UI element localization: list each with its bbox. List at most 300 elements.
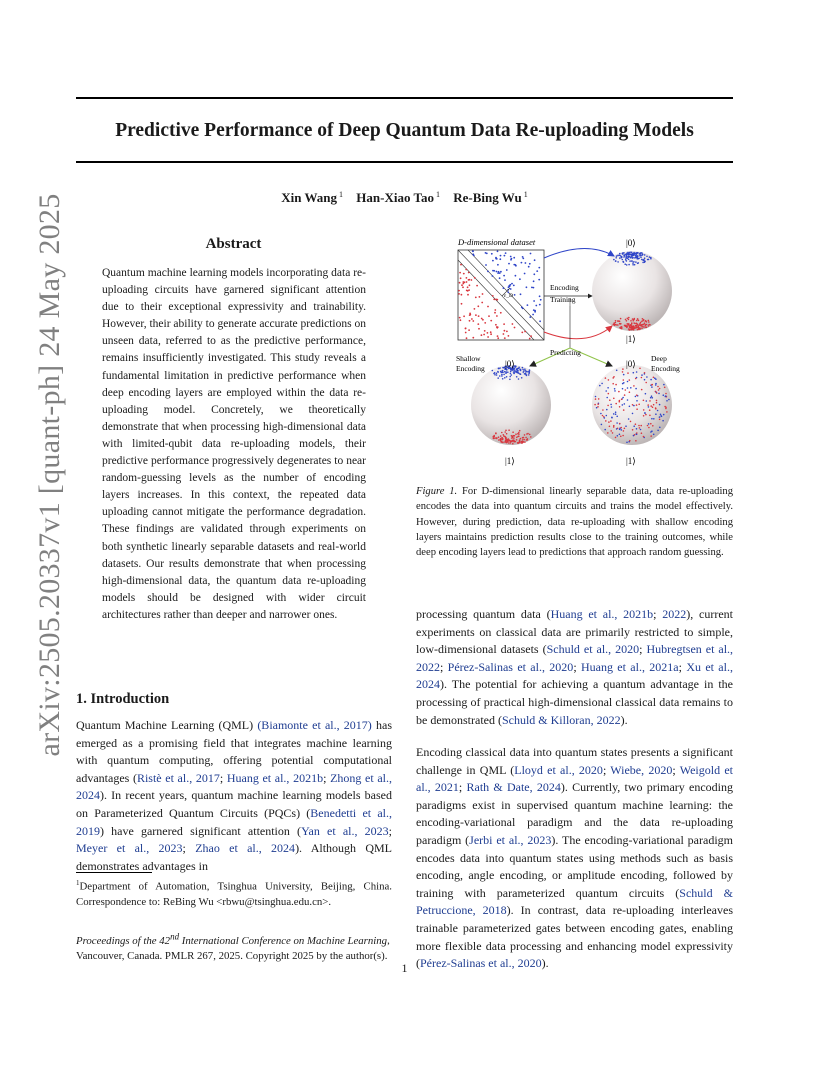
proceedings-note: Proceedings of the 42nd International Conference on Machine Learning, Vancouver, Canada. PMLR 267, 2025. Copyright 2025 by the author(s). (76, 931, 390, 962)
red-state-point (642, 324, 644, 326)
blue-sample-point (505, 252, 507, 254)
random-state-point (656, 392, 658, 394)
red-sample-point (514, 327, 516, 329)
red-state-point (530, 436, 532, 438)
paragraph-text: ; (639, 642, 647, 657)
random-state-point (610, 420, 612, 422)
red-state-point (638, 324, 640, 326)
random-state-point (608, 393, 610, 395)
citation-link[interactable]: Lloyd et al., 2020 (514, 762, 603, 777)
blue-state-point (646, 256, 648, 258)
random-state-point (668, 399, 670, 401)
red-sample-point (468, 272, 470, 274)
random-state-point (629, 391, 631, 393)
red-state-point (503, 435, 505, 437)
blue-sample-point (526, 286, 528, 288)
random-state-point (620, 427, 622, 429)
blue-state-point (648, 259, 650, 261)
red-sample-point (477, 305, 479, 307)
intro-paragraph-1 (76, 717, 392, 875)
random-state-point (638, 425, 640, 427)
red-sample-point (495, 299, 497, 301)
blue-state-point (518, 378, 520, 380)
red-state-point (648, 321, 650, 323)
paragraph-text: ). In recent years, quantum machine learning models based on Parameterized Quantum Circuits (PQCs) ( (76, 788, 392, 820)
paragraph-text: ; (182, 841, 196, 856)
blue-state-point (623, 256, 625, 258)
blue-sample-point (529, 263, 531, 265)
red-state-point (502, 439, 504, 441)
citation-link[interactable]: Pérez-Salinas et al., 2020 (447, 659, 574, 674)
red-sample-point (463, 315, 465, 317)
author: Han-Xiao Tao $^1$ (356, 190, 440, 206)
red-sample-point (466, 277, 468, 279)
random-state-point (621, 429, 623, 431)
blue-sample-point (533, 300, 535, 302)
red-sample-point (461, 303, 463, 305)
random-state-point (605, 390, 607, 392)
red-sample-point (460, 277, 462, 279)
random-state-point (644, 372, 646, 374)
random-state-point (635, 378, 637, 380)
dataset-scatter (458, 250, 544, 340)
random-state-point (619, 423, 621, 425)
random-state-point (664, 406, 666, 408)
red-state-point (516, 439, 518, 441)
blue-sample-point (492, 275, 494, 277)
red-mapping-arrow (544, 326, 612, 339)
random-state-point (656, 402, 658, 404)
blue-state-point (501, 374, 503, 376)
citation-link[interactable]: Huang et al., 2021b (550, 607, 654, 621)
red-state-point (615, 322, 617, 324)
red-sample-point (496, 315, 498, 317)
random-state-point (648, 406, 650, 408)
random-state-point (632, 404, 634, 406)
blue-sample-point (500, 271, 502, 273)
random-state-point (644, 379, 646, 381)
random-state-point (654, 377, 656, 379)
blue-state-point (616, 255, 618, 257)
random-state-point (659, 416, 661, 418)
red-state-point (502, 442, 504, 444)
blue-state-point (633, 261, 635, 263)
blue-sample-point (539, 320, 541, 322)
blue-state-point (511, 374, 513, 376)
red-state-point (630, 327, 632, 329)
random-state-point (636, 371, 638, 373)
random-state-point (651, 430, 653, 432)
random-state-point (602, 409, 604, 411)
random-state-point (617, 435, 619, 437)
random-state-point (648, 423, 650, 425)
red-sample-point (461, 294, 463, 296)
shallow-label-2: Encoding (456, 364, 485, 373)
random-state-point (650, 405, 652, 407)
red-state-point (633, 326, 635, 328)
random-state-point (659, 419, 661, 421)
paragraph-text: ; (573, 659, 581, 674)
random-state-point (618, 391, 620, 393)
blue-state-point (528, 374, 530, 376)
random-state-point (664, 387, 666, 389)
red-sample-point (466, 290, 468, 292)
citation-link[interactable]: (Biamonte et al., 2017) (257, 718, 372, 732)
paragraph-text: ; (458, 780, 467, 795)
random-state-point (600, 413, 602, 415)
random-state-point (644, 412, 646, 414)
random-state-point (636, 428, 638, 430)
random-state-point (655, 413, 657, 415)
random-state-point (607, 387, 609, 389)
citation-link[interactable]: 2022 (662, 607, 687, 621)
random-state-point (635, 440, 637, 442)
red-state-point (646, 327, 648, 329)
dataset-label: D-dimensional dataset (458, 237, 536, 247)
red-state-point (632, 329, 634, 331)
blue-state-point (496, 374, 498, 376)
blue-sample-point (533, 309, 535, 311)
paragraph-text: ; (323, 770, 331, 785)
citation-link[interactable]: Zhao et al., 2024 (195, 841, 296, 856)
random-state-point (659, 427, 661, 429)
random-state-point (607, 432, 609, 434)
citation-link[interactable]: Yan et al., 2023 (301, 823, 389, 838)
red-sample-point (475, 297, 477, 299)
blue-state-point (629, 251, 631, 253)
random-state-point (643, 436, 645, 438)
red-sample-point (466, 281, 468, 283)
affiliation-footnote: $^1$Department of Automation, Tsinghua University, Beijing, China. Correspondence to: ReBing Wu <rbwu@tsinghua.edu.cn>. (76, 879, 392, 908)
red-state-point (633, 322, 635, 324)
random-state-point (623, 430, 625, 432)
red-state-point (519, 439, 521, 441)
blue-state-point (629, 260, 631, 262)
blue-sample-point (534, 259, 536, 261)
blue-state-point (626, 256, 628, 258)
random-state-point (622, 368, 624, 370)
citation-link[interactable]: Ristè et al., 2017 (136, 770, 220, 785)
red-state-point (507, 441, 509, 443)
random-state-point (619, 401, 621, 403)
paragraph-text: Encoding classical data into quantum states presents a significant challenge in QML ( (416, 745, 733, 777)
blue-state-point (509, 376, 511, 378)
citation-link[interactable]: Weigold et al., 2021 (416, 762, 733, 795)
random-state-point (662, 420, 664, 422)
random-state-point (619, 406, 621, 408)
red-state-point (508, 442, 510, 444)
red-state-point (631, 323, 633, 325)
red-sample-point (472, 337, 474, 339)
random-state-point (616, 370, 618, 372)
red-sample-point (463, 273, 465, 275)
red-sample-point (493, 299, 495, 301)
random-state-point (634, 434, 636, 436)
red-sample-point (497, 326, 499, 328)
random-state-point (625, 389, 627, 391)
blue-state-point (631, 260, 633, 262)
red-sample-point (488, 315, 490, 317)
red-state-point (648, 325, 650, 327)
blue-sample-point (497, 264, 499, 266)
random-state-point (639, 427, 641, 429)
red-sample-point (471, 318, 473, 320)
red-state-point (640, 322, 642, 324)
red-state-point (523, 437, 525, 439)
random-state-point (610, 430, 612, 432)
red-state-point (508, 439, 510, 441)
citation-link[interactable]: Huang et al., 2021a (580, 659, 679, 674)
page-number: 1 (401, 961, 408, 975)
random-state-point (650, 379, 652, 381)
red-state-point (644, 322, 646, 324)
paragraph-text: ) have garnered significant attention ( (100, 823, 302, 838)
intro-paragraph-2 (416, 744, 733, 973)
red-state-point (529, 434, 531, 436)
citation-link[interactable]: Xu et al., 2024 (416, 659, 733, 692)
citation-link[interactable]: Hubregtsen et al., 2022 (416, 642, 734, 674)
blue-sample-point (536, 270, 538, 272)
red-state-point (505, 430, 507, 432)
red-state-point (620, 327, 622, 329)
citation-link[interactable]: Schuld & Petruccione, 2018 (416, 885, 734, 918)
random-state-point (655, 408, 657, 410)
arxiv-identifier: arXiv:2505.20337v1 [quant-ph] 24 May 2025 (33, 193, 66, 757)
random-state-point (599, 385, 601, 387)
random-state-point (652, 425, 654, 427)
red-state-point (646, 324, 648, 326)
blue-state-point (634, 264, 636, 266)
citation-link[interactable]: Benedetti et al., 2019 (76, 805, 392, 838)
paragraph-text: ). (620, 712, 628, 727)
random-state-point (621, 399, 623, 401)
red-sample-point (459, 282, 461, 284)
random-state-point (645, 393, 647, 395)
citation-link[interactable]: Huang et al., 2021b (226, 770, 324, 785)
random-state-point (619, 434, 621, 436)
red-sample-point (481, 302, 483, 304)
blue-state-point (650, 257, 652, 259)
blue-state-point (526, 371, 528, 373)
red-sample-point (478, 328, 480, 330)
random-state-point (633, 372, 635, 374)
red-sample-point (484, 330, 486, 332)
blue-state-point (496, 373, 498, 375)
blue-state-point (630, 257, 632, 259)
red-sample-point (468, 279, 470, 281)
red-state-point (626, 320, 628, 322)
citation-link[interactable]: Pérez-Salinas et al., 2020 (420, 956, 542, 971)
blue-state-point (521, 377, 523, 379)
blue-state-point (638, 262, 640, 264)
random-state-point (615, 403, 617, 405)
blue-sample-point (521, 306, 523, 308)
red-sample-point (458, 290, 460, 292)
figure-1 (446, 236, 706, 477)
blue-state-point (628, 264, 630, 266)
random-state-point (645, 414, 647, 416)
random-state-point (597, 406, 599, 408)
blue-state-point (506, 376, 508, 378)
red-state-point (523, 441, 525, 443)
blue-sample-point (521, 262, 523, 264)
blue-sample-point (531, 287, 533, 289)
citation-link[interactable]: Rath & Date, 2024 (466, 780, 561, 795)
red-state-point (519, 430, 521, 432)
paragraph-text: ; (388, 823, 392, 838)
blue-sample-point (500, 255, 502, 257)
red-sample-point (467, 286, 469, 288)
blue-sample-point (513, 257, 515, 259)
citation-link[interactable]: Schuld & Killoran, 2022 (501, 712, 621, 727)
citation-link[interactable]: Wiebe, 2020 (610, 762, 673, 777)
red-state-point (512, 431, 514, 433)
red-sample-point (529, 338, 531, 340)
paragraph-text: ). In contrast, data re-uploading interleaves trainable parameterized gates between encoding gates, enabling more flexible data processing and enhancing model expressivity ( (416, 903, 733, 971)
red-state-point (522, 439, 524, 441)
red-sample-point (476, 285, 478, 287)
red-sample-point (490, 320, 492, 322)
paragraph-text: ). The encoding-variational paradigm encodes data into quantum states using methods such as basis encoding, angle encoding, or amplitude encoding, followed by training with parameterized quantum circuits ( (416, 832, 734, 900)
blue-sample-point (533, 273, 535, 275)
random-state-point (665, 408, 667, 410)
random-state-point (657, 430, 659, 432)
red-state-point (624, 325, 626, 327)
red-sample-point (503, 323, 505, 325)
random-state-point (615, 437, 617, 439)
red-state-point (493, 436, 495, 438)
random-state-point (623, 382, 625, 384)
blue-sample-point (535, 305, 537, 307)
citation-link[interactable]: Jerbi et al., 2023 (469, 832, 552, 847)
blue-state-point (638, 258, 640, 260)
title-top-rule (76, 97, 733, 99)
random-state-point (663, 394, 665, 396)
red-sample-point (471, 279, 473, 281)
random-state-point (656, 400, 658, 402)
blue-state-point (501, 370, 503, 372)
random-state-point (623, 374, 625, 376)
random-state-point (636, 394, 638, 396)
red-state-point (614, 324, 616, 326)
blue-state-point (628, 256, 630, 258)
red-sample-point (521, 332, 523, 334)
blue-sample-point (508, 263, 510, 265)
red-state-point (510, 442, 512, 444)
abstract-text: Quantum machine learning models incorporating data re-uploading circuits have garnered significant attention due to their exceptional expressivity and trainability. However, their ability to generate accurate predictions on unseen data, referred to as the predictive performance, remains insufficiently investigated. This study reveals a fundamental limitation in predictive performance when deep encoding layers are employed within the data re-uploading model. Concretely, we theoretically demonstrate that when processing high-dimensional data with limited-qubit data re-uploading models, their predictive performance progressively degenerates to near random-guessing levels as the number of encoding layers increases. In this context, the repeated data uploading cannot mitigate the performance degradation. These findings are validated through experiments on both synthetic linearly separable datasets and real-world datasets. Our results demonstrate that when processing high-dimensional data, the quantum data re-uploading models should be designed with wider circuit architectures rather than deeper and narrower ones. (102, 267, 366, 621)
blue-sample-point (538, 279, 540, 281)
red-sample-point (506, 331, 508, 333)
blue-sample-point (499, 272, 501, 274)
random-state-point (622, 371, 624, 373)
random-state-point (649, 409, 651, 411)
blue-state-point (649, 256, 651, 258)
paragraph-text: ; (602, 762, 611, 777)
red-state-point (518, 442, 520, 444)
random-state-point (658, 393, 660, 395)
blue-sample-point (472, 250, 474, 252)
author: Xin Wang $^1$ (281, 190, 344, 206)
blue-state-point (623, 254, 625, 256)
blue-state-point (632, 264, 634, 266)
red-sample-point (458, 293, 460, 295)
random-state-point (616, 422, 618, 424)
random-state-point (628, 418, 630, 420)
blue-state-point (499, 367, 501, 369)
blue-sample-point (525, 262, 527, 264)
random-state-point (651, 418, 653, 420)
random-state-point (636, 432, 638, 434)
blue-sample-point (506, 269, 508, 271)
red-state-point (505, 440, 507, 442)
red-sample-point (504, 337, 506, 339)
red-state-point (508, 429, 510, 431)
red-sample-point (492, 295, 494, 297)
blue-state-point (626, 264, 628, 266)
red-sample-point (459, 317, 461, 319)
random-state-point (650, 423, 652, 425)
blue-state-point (529, 372, 531, 374)
red-sample-point (465, 328, 467, 330)
red-sample-point (460, 264, 462, 266)
blue-sample-point (504, 279, 506, 281)
random-state-point (611, 406, 613, 408)
red-sample-point (487, 306, 489, 308)
random-state-point (629, 440, 631, 442)
blue-sample-point (510, 288, 512, 290)
red-state-point (512, 436, 514, 438)
blue-state-point (615, 257, 617, 259)
blue-sample-point (524, 273, 526, 275)
blue-state-point (497, 371, 499, 373)
blue-state-point (628, 252, 630, 254)
citation-link[interactable]: Meyer et al., 2023 (76, 841, 183, 856)
red-state-point (517, 433, 519, 435)
citation-link[interactable]: Schuld et al., 2020 (546, 642, 640, 657)
red-state-point (517, 436, 519, 438)
red-state-point (637, 329, 639, 331)
random-state-point (659, 404, 661, 406)
red-state-point (512, 443, 514, 445)
red-state-point (628, 317, 630, 319)
random-state-point (613, 376, 615, 378)
blue-state-point (517, 370, 519, 372)
random-state-point (627, 387, 629, 389)
blue-sample-point (519, 278, 521, 280)
random-state-point (639, 368, 641, 370)
random-state-point (626, 442, 628, 444)
random-state-point (646, 400, 648, 402)
paragraph-text: ). Currently, two primary encoding paradigms exist in supervised quantum machine learning: the encoding-variational paradigm and the data re-uploading paradigm ( (416, 780, 733, 847)
blue-sample-point (472, 253, 474, 255)
blue-state-point (507, 371, 509, 373)
blue-state-point (492, 370, 494, 372)
blue-state-point (513, 369, 515, 371)
blue-state-point (630, 254, 632, 256)
citation-link[interactable]: Zhong et al., 2024 (76, 770, 392, 803)
random-state-point (632, 413, 634, 415)
red-state-point (637, 318, 639, 320)
red-state-point (505, 437, 507, 439)
random-state-point (660, 415, 662, 417)
paragraph-text: has emerged as a promising field that integrates machine learning with quantum computing, offering potential computational advantages ( (76, 718, 392, 785)
blue-sample-point (486, 253, 488, 255)
sphere-shallow (471, 365, 551, 445)
red-sample-point (461, 284, 463, 286)
red-state-point (494, 437, 496, 439)
red-sample-point (484, 322, 486, 324)
red-sample-point (465, 269, 467, 271)
